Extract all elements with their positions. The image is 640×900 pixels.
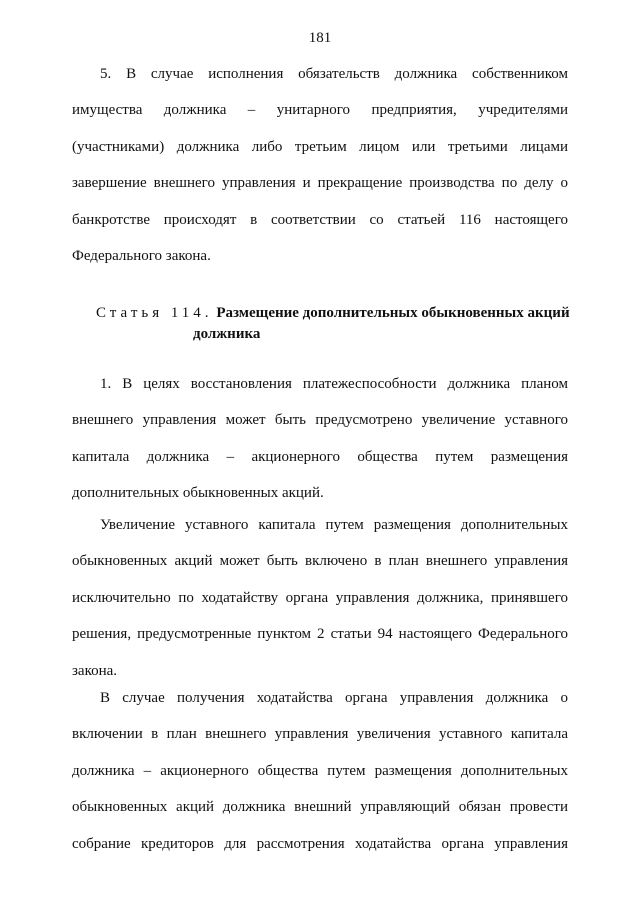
text-line: 1. В целях восстановления платежеспособности должника планом bbox=[100, 376, 568, 392]
text-line: обыкновенных акций должника внешний управляющий обязан провести bbox=[72, 799, 568, 816]
text-line: банкротстве происходят в соответствии со статьей 116 настоящего bbox=[72, 211, 568, 228]
text-line: имущества должника – унитарного предприятия, учредителями bbox=[72, 102, 568, 119]
article-label: Статья 114. bbox=[96, 305, 213, 321]
text-line: собрание кредиторов для рассмотрения ходатайства органа управления bbox=[72, 835, 568, 852]
text-line: капитала должника – акционерного общества путем размещения bbox=[72, 448, 568, 465]
text-line: (участниками) должника либо третьим лицом или третьими лицами bbox=[72, 138, 568, 155]
text-line: внешнего управления может быть предусмотрено увеличение уставного bbox=[72, 412, 568, 429]
text-line: Федерального закона. bbox=[72, 247, 211, 264]
page-number: 181 bbox=[308, 30, 332, 46]
paragraph-capital-increase bbox=[72, 507, 568, 689]
text-line: В случае получения ходатайства органа управления должника о bbox=[100, 690, 568, 706]
text-line: 5. В случае исполнения обязательств должника собственником bbox=[100, 66, 568, 82]
text-line: закона. bbox=[72, 662, 118, 679]
paragraph-petition-received bbox=[72, 680, 568, 862]
paragraph-article-114-point-1 bbox=[72, 366, 568, 512]
article-title: Размещение дополнительных обыкновенных акций bbox=[216, 305, 570, 321]
text-line: дополнительных обыкновенных акций. bbox=[72, 485, 324, 502]
text-line: Увеличение уставного капитала путем размещения дополнительных bbox=[100, 517, 568, 533]
paragraph-article-113-point-5 bbox=[72, 56, 568, 274]
text-line: завершение внешнего управления и прекращение производства по делу о bbox=[72, 175, 568, 192]
text-line: решения, предусмотренные пунктом 2 статьи 94 настоящего Федерального bbox=[72, 626, 568, 643]
text-line: должника – акционерного общества путем размещения дополнительных bbox=[72, 762, 568, 779]
article-heading bbox=[96, 303, 576, 345]
text-line: включении в план внешнего управления увеличения уставного капитала bbox=[72, 726, 568, 743]
text-line: обыкновенных акций может быть включено в план внешнего управления bbox=[72, 553, 568, 570]
article-title-continuation: должника bbox=[193, 326, 261, 342]
text-line: исключительно по ходатайству органа управления должника, принявшего bbox=[72, 589, 568, 606]
